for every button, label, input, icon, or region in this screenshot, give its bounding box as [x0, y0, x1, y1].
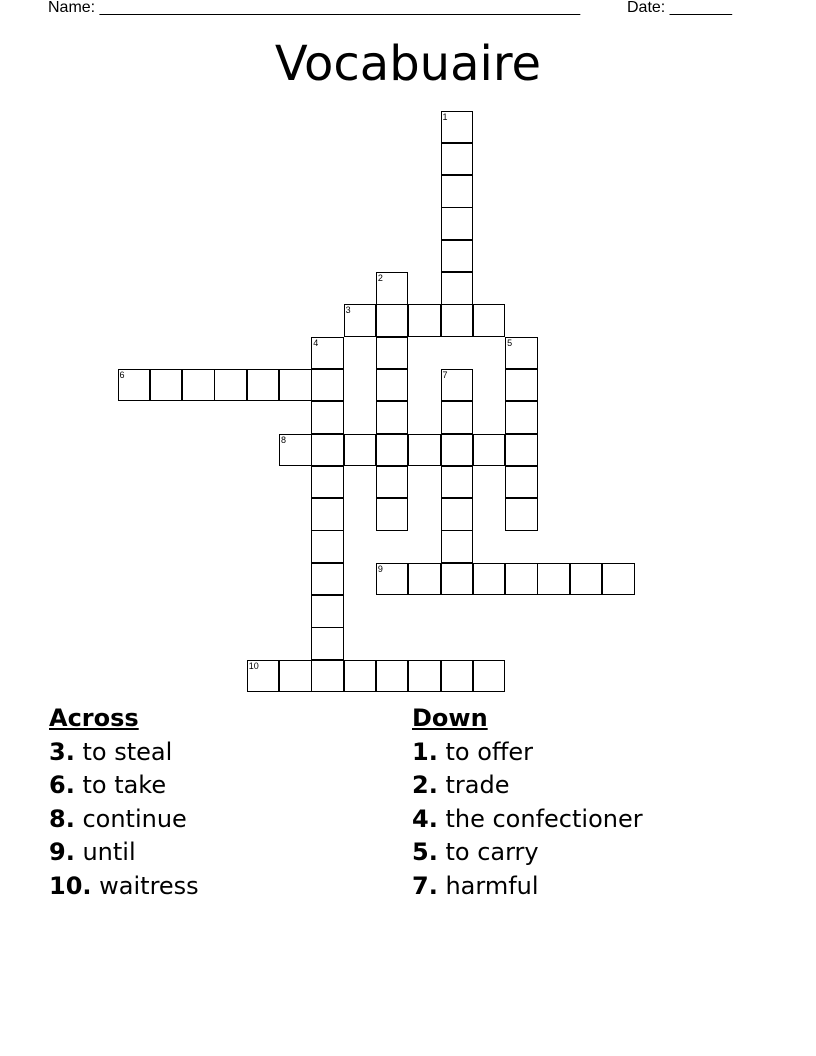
crossword-cell[interactable]: [376, 401, 409, 434]
crossword-cell[interactable]: [441, 175, 474, 208]
crossword-cell-numbered[interactable]: [441, 111, 474, 144]
clue-text: continue: [82, 804, 187, 833]
cell-number: 7: [442, 369, 448, 380]
cell-number: 2: [377, 273, 383, 283]
crossword-cell-numbered[interactable]: [279, 434, 312, 467]
clue-text: to take: [82, 771, 167, 799]
clue-number: 3.: [49, 737, 75, 766]
crossword-cell-numbered[interactable]: [118, 369, 151, 402]
clue-item: [412, 769, 643, 803]
down-clues: [412, 702, 643, 903]
clue-text: the confectioner: [445, 804, 643, 833]
clue-item: [412, 736, 643, 770]
clue-number: 2.: [412, 771, 438, 799]
crossword-cell[interactable]: [441, 240, 474, 273]
crossword-cell[interactable]: [505, 369, 538, 402]
date-field-label: Date: _______: [627, 0, 732, 16]
clue-item: [49, 870, 199, 904]
crossword-cell[interactable]: [408, 660, 441, 693]
clue-text: to steal: [82, 737, 173, 766]
crossword-cell[interactable]: [570, 563, 603, 596]
crossword-cell[interactable]: [441, 207, 474, 240]
crossword-cell[interactable]: [279, 369, 312, 402]
crossword-cell-numbered[interactable]: [376, 272, 409, 305]
cell-number: 9: [377, 563, 383, 574]
clue-number: 8.: [49, 804, 75, 833]
page-title: Vocabuaire: [274, 36, 542, 92]
crossword-cell[interactable]: [311, 401, 344, 434]
crossword-cell[interactable]: [214, 369, 247, 402]
crossword-cell[interactable]: [311, 563, 344, 596]
across-clues: [49, 702, 199, 903]
crossword-cell[interactable]: [473, 434, 506, 467]
clue-item: [49, 769, 199, 803]
crossword-cell[interactable]: [441, 272, 474, 305]
crossword-cell[interactable]: [505, 401, 538, 434]
clue-item: [49, 803, 199, 837]
crossword-cell[interactable]: [311, 530, 344, 563]
clue-number: 5.: [412, 838, 438, 866]
crossword-cell[interactable]: [441, 434, 474, 467]
clue-number: 9.: [49, 838, 75, 866]
crossword-cell-numbered[interactable]: [376, 563, 409, 596]
crossword-cell[interactable]: [182, 369, 215, 402]
crossword-cell[interactable]: [505, 498, 538, 531]
crossword-cell[interactable]: [311, 369, 344, 402]
down-heading: Down: [412, 704, 488, 732]
crossword-cell[interactable]: [602, 563, 635, 596]
crossword-cell[interactable]: [441, 498, 474, 531]
clue-item: [412, 803, 643, 837]
crossword-cell[interactable]: [311, 595, 344, 628]
cell-number: 1: [442, 111, 448, 122]
crossword-cell[interactable]: [376, 304, 409, 337]
crossword-cell[interactable]: [441, 304, 474, 337]
crossword-cell[interactable]: [441, 660, 474, 693]
clue-item: [412, 870, 643, 904]
crossword-cell-numbered[interactable]: [344, 304, 377, 337]
crossword-cell[interactable]: [473, 563, 506, 596]
crossword-cell-numbered[interactable]: [311, 337, 344, 370]
clue-text: until: [82, 838, 136, 866]
crossword-cell[interactable]: [311, 498, 344, 531]
crossword-cell-numbered[interactable]: [441, 369, 474, 402]
crossword-cell[interactable]: [441, 143, 474, 176]
crossword-cell[interactable]: [376, 369, 409, 402]
crossword-cell[interactable]: [505, 466, 538, 499]
across-heading: Across: [49, 704, 139, 732]
cell-number: 5: [507, 337, 513, 348]
crossword-cell[interactable]: [537, 563, 570, 596]
clue-text: to offer: [445, 737, 534, 766]
crossword-cell[interactable]: [505, 563, 538, 596]
crossword-cell[interactable]: [344, 434, 377, 467]
cell-number: 4: [313, 337, 319, 348]
clue-item: [412, 836, 643, 870]
crossword-cell[interactable]: [344, 660, 377, 693]
cell-number: 6: [119, 369, 125, 380]
cell-number: 8: [281, 434, 287, 445]
crossword-cell[interactable]: [441, 466, 474, 499]
crossword-cell[interactable]: [150, 369, 183, 402]
crossword-cell[interactable]: [247, 369, 280, 402]
crossword-cell[interactable]: [376, 434, 409, 467]
crossword-cell[interactable]: [473, 304, 506, 337]
crossword-cell[interactable]: [279, 660, 312, 693]
name-field-label: Name: ______________________________________________________: [48, 0, 581, 16]
crossword-cell-numbered[interactable]: [505, 337, 538, 370]
crossword-cell[interactable]: [505, 434, 538, 467]
crossword-cell-numbered[interactable]: [247, 660, 280, 693]
crossword-cell[interactable]: [311, 466, 344, 499]
clue-number: 4.: [412, 804, 438, 833]
crossword-cell[interactable]: [473, 660, 506, 693]
clue-number: 6.: [49, 771, 75, 799]
cell-number: 10: [248, 660, 259, 671]
crossword-cell[interactable]: [311, 660, 344, 693]
crossword-cell[interactable]: [376, 337, 409, 370]
crossword-cell[interactable]: [441, 563, 474, 596]
crossword-cell[interactable]: [408, 304, 441, 337]
clue-text: waitress: [99, 871, 199, 900]
crossword-cell[interactable]: [376, 660, 409, 693]
crossword-cell[interactable]: [311, 434, 344, 467]
clue-number: 7.: [412, 871, 438, 900]
crossword-cell[interactable]: [376, 498, 409, 531]
clue-item: [49, 836, 199, 870]
crossword-cell[interactable]: [311, 627, 344, 660]
cell-number: 3: [345, 305, 351, 316]
clue-number: 10.: [49, 871, 92, 900]
clue-text: trade: [445, 771, 510, 799]
crossword-cell[interactable]: [441, 530, 474, 563]
clue-number: 1.: [412, 737, 438, 766]
crossword-cell[interactable]: [376, 466, 409, 499]
crossword-cell[interactable]: [408, 563, 441, 596]
clue-text: harmful: [445, 871, 539, 900]
clue-item: [49, 736, 199, 770]
clue-text: to carry: [445, 838, 539, 866]
crossword-cell[interactable]: [441, 401, 474, 434]
crossword-cell[interactable]: [408, 434, 441, 467]
